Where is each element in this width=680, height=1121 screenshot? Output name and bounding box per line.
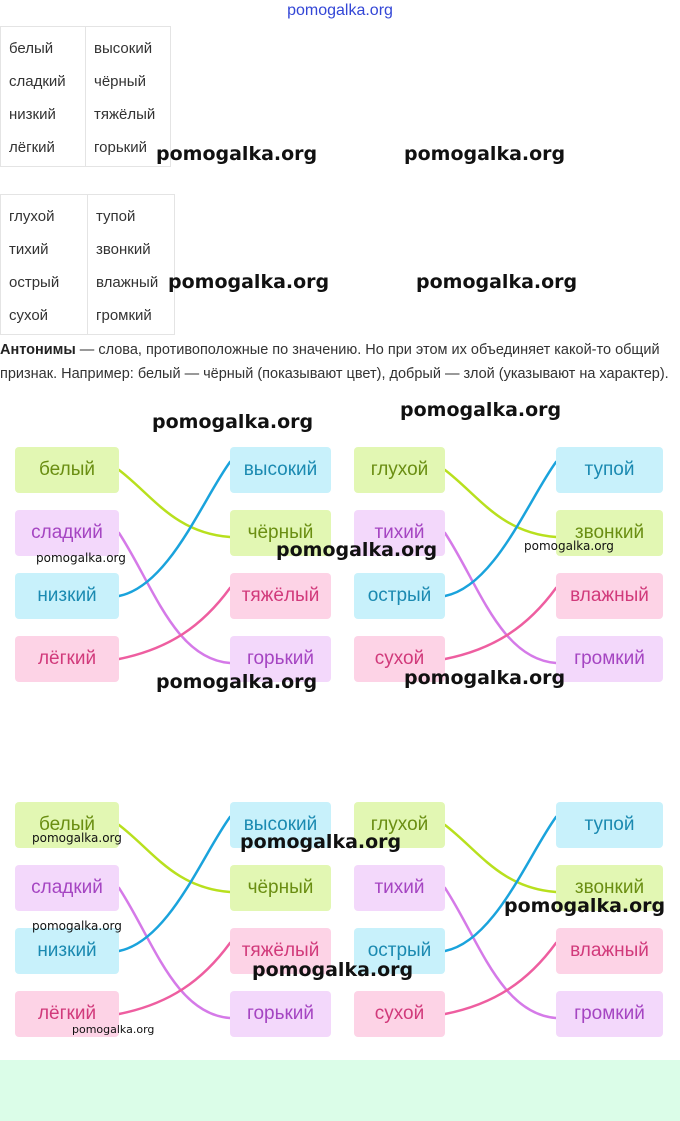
- word-card[interactable]: влажный: [556, 573, 663, 619]
- watermark: pomogalka.org: [152, 411, 314, 433]
- word-card[interactable]: горький: [230, 991, 331, 1037]
- word-card[interactable]: белый: [15, 447, 119, 493]
- word-card[interactable]: белый: [15, 802, 119, 848]
- word-card[interactable]: низкий: [15, 928, 119, 974]
- watermark: pomogalka.org: [36, 551, 126, 565]
- word-card[interactable]: тупой: [556, 802, 663, 848]
- word-card[interactable]: громкий: [556, 991, 663, 1037]
- word-card[interactable]: острый: [354, 928, 445, 974]
- connector-line: [119, 825, 230, 892]
- connector-line: [119, 588, 230, 659]
- watermark: pomogalka.org: [72, 1023, 155, 1036]
- watermark: pomogalka.org: [240, 831, 402, 853]
- word-card[interactable]: сухой: [354, 991, 445, 1037]
- definition-paragraph: [0, 338, 672, 386]
- table-cell: высокий: [94, 40, 153, 57]
- table-cell: чёрный: [94, 73, 146, 90]
- watermark: pomogalka.org: [32, 919, 122, 933]
- word-card[interactable]: тяжёлый: [230, 928, 331, 974]
- definition-term: Антонимы: [0, 342, 76, 358]
- connector-line: [119, 470, 230, 537]
- watermark: pomogalka.org: [524, 539, 614, 553]
- watermark: pomogalka.org: [156, 143, 318, 165]
- word-card[interactable]: тихий: [354, 865, 445, 911]
- word-card[interactable]: глухой: [354, 447, 445, 493]
- table-cell: тупой: [96, 208, 136, 225]
- word-card[interactable]: низкий: [15, 573, 119, 619]
- word-card[interactable]: чёрный: [230, 510, 331, 556]
- table-cell: лёгкий: [9, 139, 55, 156]
- table-cell: горький: [94, 139, 147, 156]
- word-card[interactable]: звонкий: [556, 510, 663, 556]
- watermark: pomogalka.org: [504, 895, 666, 917]
- table-cell: тяжёлый: [94, 106, 156, 123]
- watermark: pomogalka.org: [400, 399, 562, 421]
- table-cell: острый: [9, 274, 60, 291]
- watermark: pomogalka.org: [252, 959, 414, 981]
- table-cell: громкий: [96, 307, 152, 324]
- word-card[interactable]: сухой: [354, 636, 445, 682]
- word-card[interactable]: острый: [354, 573, 445, 619]
- watermark: pomogalka.org: [156, 671, 318, 693]
- connector-line: [119, 943, 230, 1014]
- connector-line: [445, 462, 556, 596]
- word-card[interactable]: горький: [230, 636, 331, 682]
- table-cell: звонкий: [96, 241, 151, 258]
- word-card[interactable]: высокий: [230, 447, 331, 493]
- table-cell: сладкий: [9, 73, 66, 90]
- connector-line: [445, 817, 556, 951]
- connector-line: [445, 943, 556, 1014]
- watermark: pomogalka.org: [404, 143, 566, 165]
- definition-text: — слова, противоположные по значению. Но при этом их объединяет какой-то общий признак. Например: белый — чёрный (показывают цвет), добрый — злой (указывают на характер).: [0, 342, 669, 382]
- word-card[interactable]: сладкий: [15, 865, 119, 911]
- word-table-1: [0, 26, 171, 167]
- connector-line: [119, 462, 230, 596]
- word-card[interactable]: тяжёлый: [230, 573, 331, 619]
- word-card[interactable]: глухой: [354, 802, 445, 848]
- word-card[interactable]: сладкий: [15, 510, 119, 556]
- watermark: pomogalka.org: [32, 831, 122, 845]
- word-card[interactable]: звонкий: [556, 865, 663, 911]
- word-card[interactable]: тупой: [556, 447, 663, 493]
- connector-line: [119, 888, 230, 1018]
- word-table-2: [0, 194, 175, 335]
- connector-line: [119, 817, 230, 951]
- connector-line: [445, 588, 556, 659]
- table-cell: глухой: [9, 208, 55, 225]
- footer-band: [0, 1060, 680, 1121]
- site-header[interactable]: pomogalka.org: [287, 2, 393, 19]
- word-card[interactable]: лёгкий: [15, 991, 119, 1037]
- word-card[interactable]: влажный: [556, 928, 663, 974]
- table-cell: белый: [9, 40, 54, 57]
- table-cell: низкий: [9, 106, 56, 123]
- table-cell: сухой: [9, 307, 49, 324]
- word-card[interactable]: громкий: [556, 636, 663, 682]
- connector-line: [445, 825, 556, 892]
- word-card[interactable]: высокий: [230, 802, 331, 848]
- watermark: pomogalka.org: [416, 271, 578, 293]
- table-cell: влажный: [96, 274, 159, 291]
- connector-line: [119, 533, 230, 663]
- word-card[interactable]: лёгкий: [15, 636, 119, 682]
- watermark: pomogalka.org: [404, 667, 566, 689]
- watermark: pomogalka.org: [168, 271, 330, 293]
- connector-line: [445, 470, 556, 537]
- word-card[interactable]: чёрный: [230, 865, 331, 911]
- watermark: pomogalka.org: [276, 539, 438, 561]
- table-cell: тихий: [9, 241, 49, 258]
- word-card[interactable]: тихий: [354, 510, 445, 556]
